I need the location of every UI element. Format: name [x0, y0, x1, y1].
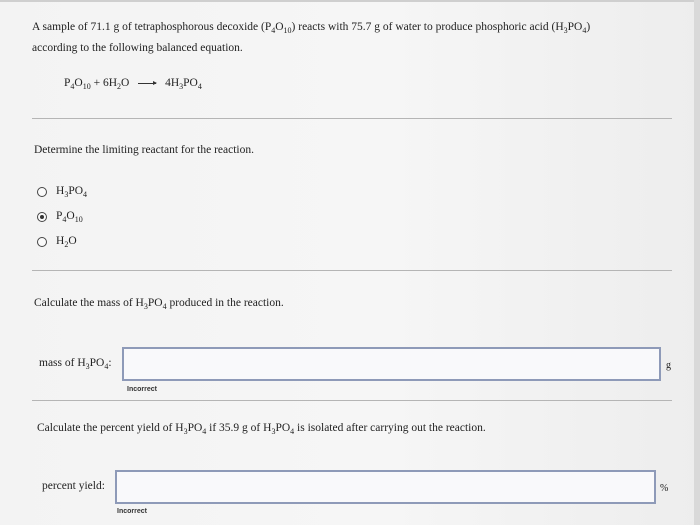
yield-status-badge: Incorrect [117, 508, 147, 515]
option-label: $H_3PO_4$ [56, 185, 88, 199]
reaction-arrow-icon [138, 83, 156, 84]
yield-unit: % [660, 483, 669, 494]
mass-unit: g [666, 360, 671, 371]
yield-label: percent yield: [42, 480, 105, 492]
question-intro-line2: according to the following balanced equation. [32, 42, 243, 54]
mass-label: mass of $H_3PO_4$: [39, 357, 112, 371]
divider [32, 400, 672, 401]
radio-button[interactable] [37, 237, 47, 247]
balanced-equation: $P_4O_{10} + 6H_2O$ $4H_3PO_4$ [64, 77, 202, 91]
top-border [0, 0, 700, 2]
percent-yield-input[interactable] [115, 470, 656, 504]
option-label: $P_4O_{10}$ [56, 210, 83, 224]
question-intro-line1: A sample of 71.1 g of tetraphosphorous decoxide $(P_4O_{10})$ reacts with 75.7 g of water to produce phosphoric acid $(H_3PO_4)$ [32, 21, 591, 35]
divider [32, 270, 672, 271]
radio-button[interactable] [37, 187, 47, 197]
option-label: $H_2O$ [56, 235, 77, 249]
page-edge [694, 0, 700, 525]
mass-status-badge: Incorrect [127, 386, 157, 393]
limiting-reactant-prompt: Determine the limiting reactant for the reaction. [34, 144, 255, 156]
divider [32, 118, 672, 119]
mass-prompt: Calculate the mass of $H_3PO_4$ produced in the reaction. [34, 297, 284, 311]
mass-input[interactable] [122, 347, 661, 381]
yield-prompt: Calculate the percent yield of $H_3PO_4$ if 35.9 g of $H_3PO_4$ is isolated after carrying out the reaction. [37, 422, 486, 436]
radio-button-selected[interactable] [37, 212, 47, 222]
